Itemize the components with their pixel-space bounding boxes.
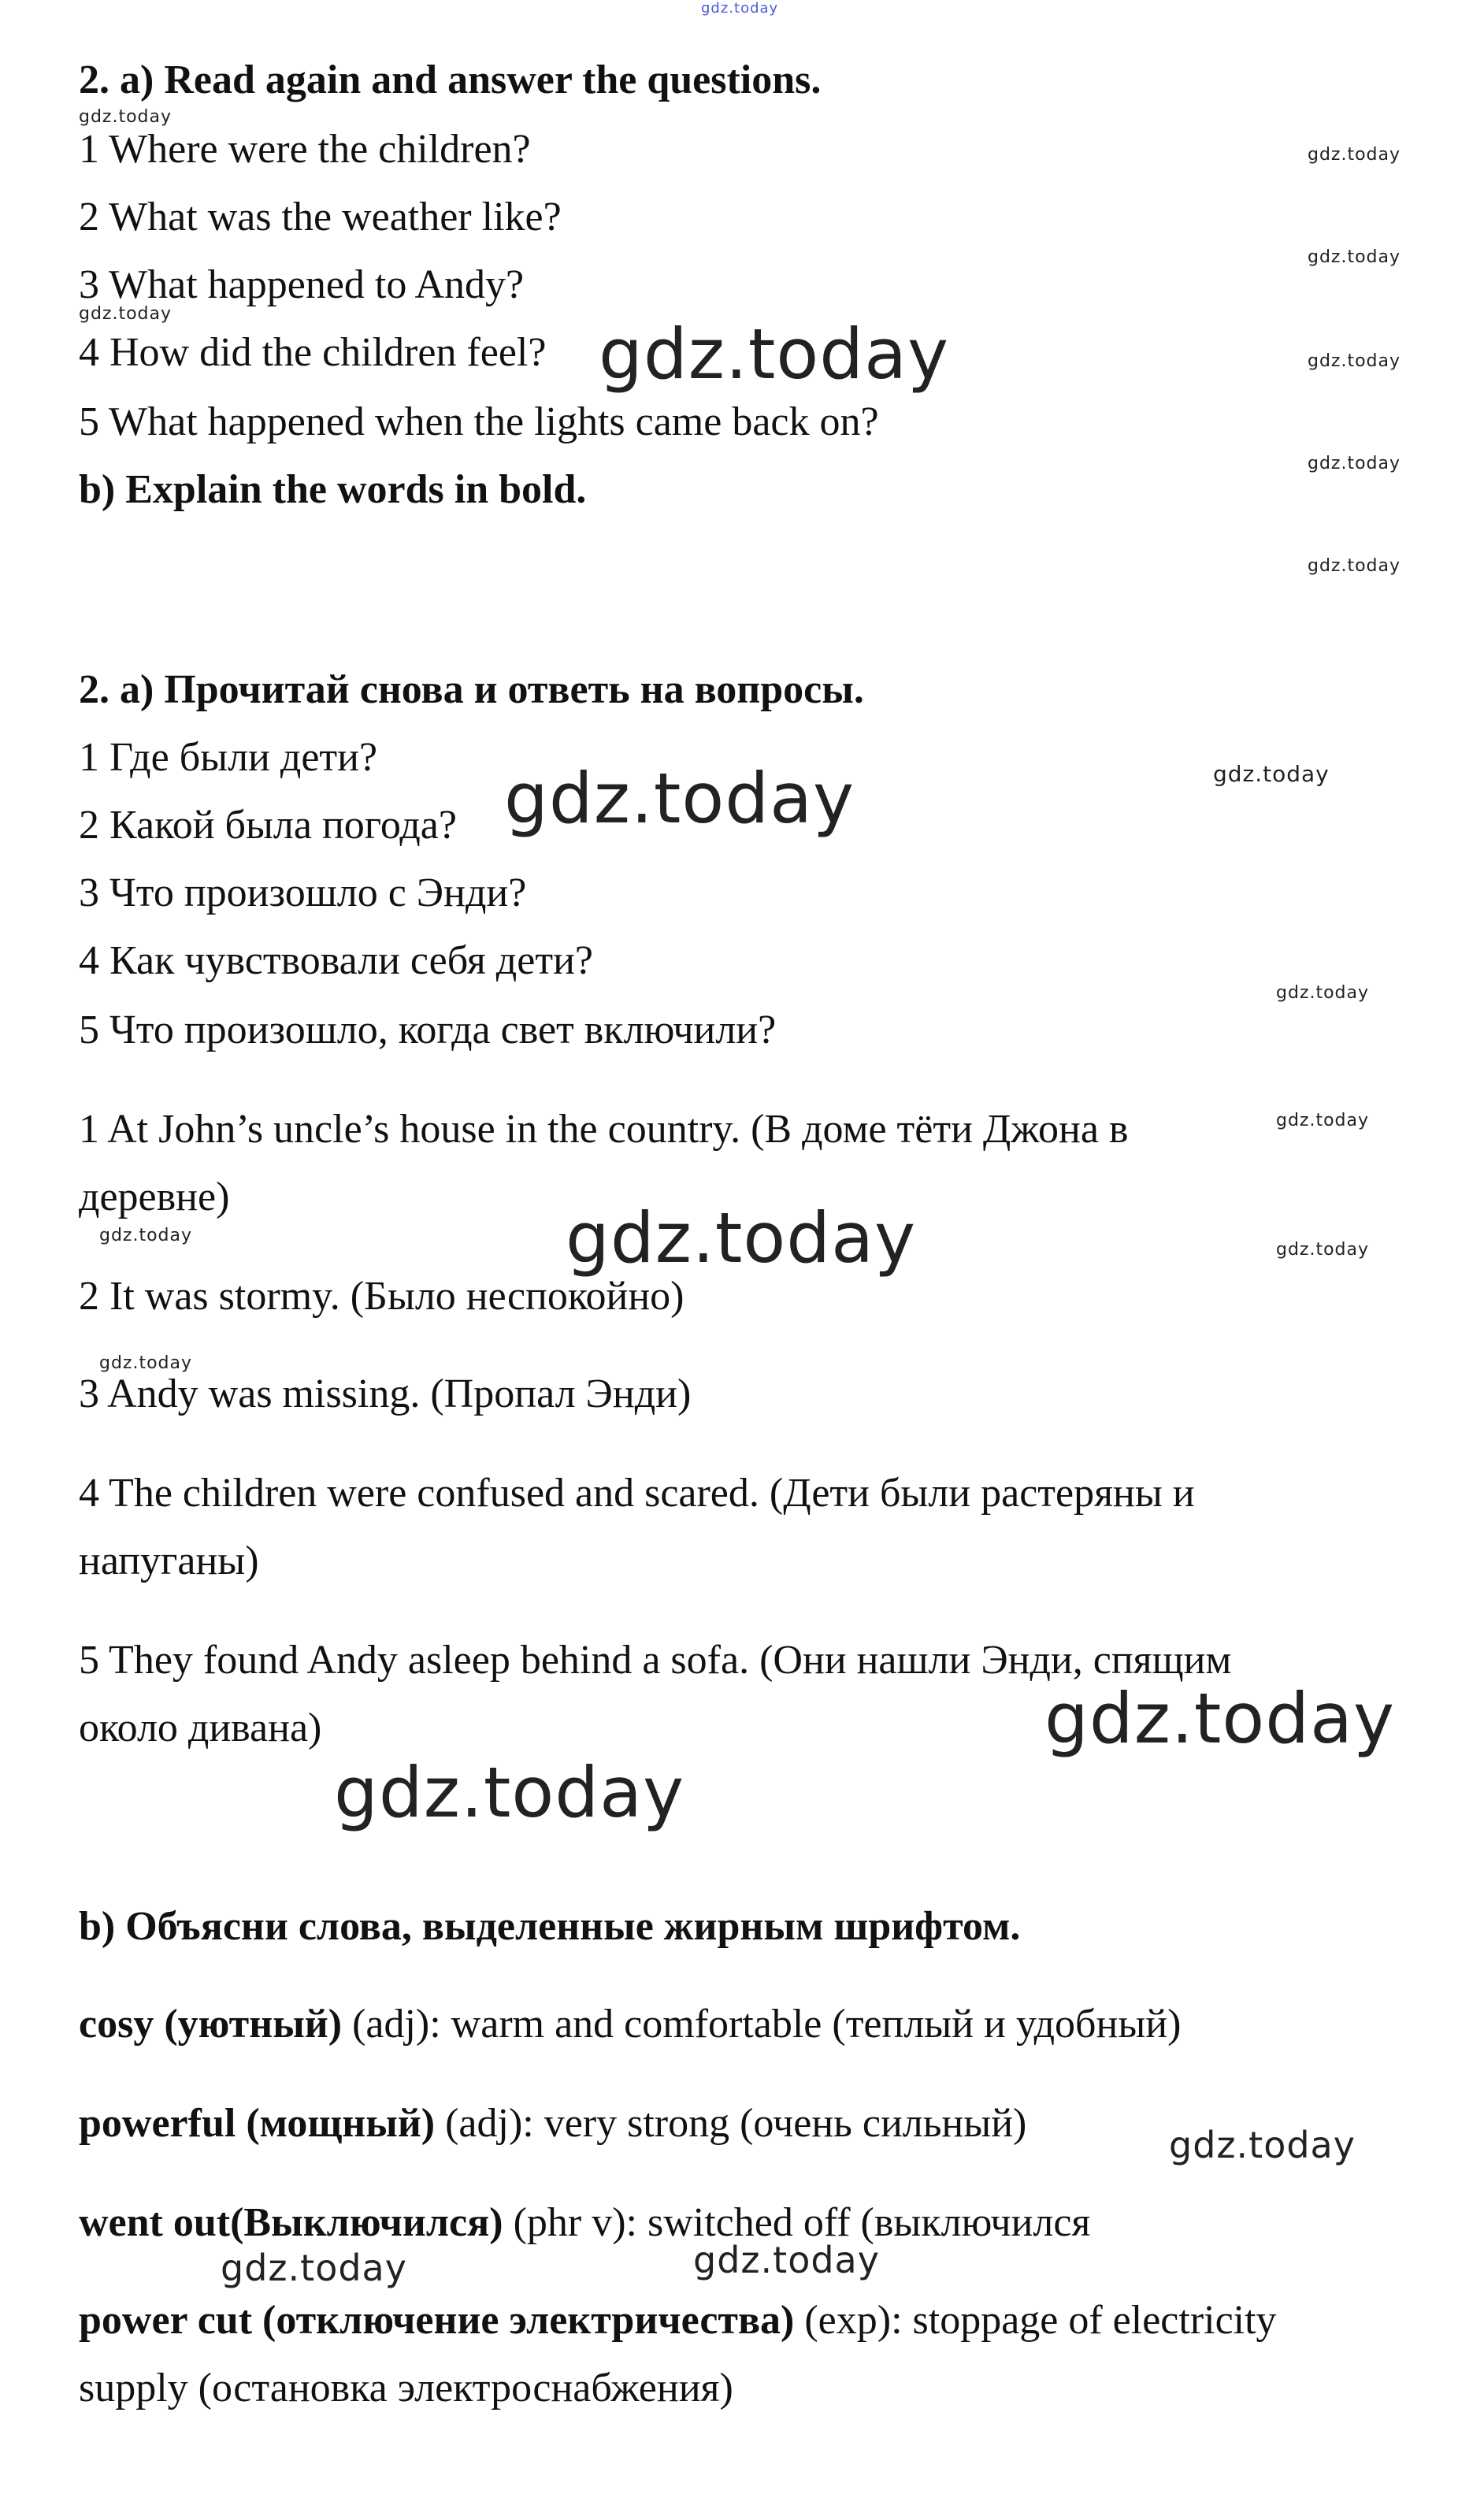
watermark: gdz.today	[99, 1353, 193, 1373]
vocabulary-heading: b) Объясни слова, выделенные жирным шрифтом.	[79, 1904, 1021, 1949]
watermark: gdz.today	[504, 758, 855, 839]
vocab-definition: (adj): warm and comfortable (теплый и удобный)	[342, 2002, 1182, 2047]
english-heading: 2. a) Read again and answer the questions.	[79, 58, 822, 102]
russian-heading: 2. а) Прочитай снова и ответь на вопросы.	[79, 667, 864, 712]
vocab-term: cosy (уютный)	[79, 2002, 343, 2047]
watermark: gdz.today	[599, 314, 950, 395]
vocab-term: powerful (мощный)	[79, 2101, 436, 2146]
vocab-definition: (adj): very strong (очень сильный)	[435, 2101, 1027, 2146]
vocab-definition: (exp): stoppage of electricity	[794, 2298, 1277, 2343]
english-question-4: 4 How did the children feel?	[79, 330, 547, 375]
vocab-item-cosy	[79, 2001, 1181, 2048]
watermark: gdz.today	[566, 1197, 917, 1279]
answer-2: 2 It was stormy. (Было неспокойно)	[79, 1274, 684, 1319]
english-question-5: 5 What happened when the lights came back on?	[79, 399, 879, 444]
watermark: gdz.today	[79, 304, 173, 324]
watermark: gdz.today	[1276, 1111, 1370, 1130]
english-subheading: b) Explain the words in bold.	[79, 467, 587, 512]
answer-4-line-1: 4 The children were confused and scared. (Дети были растеряны и	[79, 1471, 1195, 1516]
answer-4-line-2: напуганы)	[79, 1538, 259, 1583]
vocab-item-power-cut-line-2: supply (остановка электроснабжения)	[79, 2366, 733, 2410]
watermark-top: gdz.today	[701, 0, 779, 17]
watermark: gdz.today	[693, 2239, 880, 2281]
watermark: gdz.today	[1213, 761, 1330, 787]
answer-5-line-1: 5 They found Andy asleep behind a sofa. (Они нашли Энди, спящим	[79, 1638, 1232, 1683]
vocab-item-went-out	[79, 2199, 1090, 2247]
watermark: gdz.today	[334, 1752, 685, 1833]
watermark: gdz.today	[1308, 556, 1401, 576]
russian-question-4: 4 Как чувствовали себя дети?	[79, 938, 593, 983]
watermark: gdz.today	[1308, 454, 1401, 473]
watermark: gdz.today	[1169, 2124, 1356, 2166]
watermark: gdz.today	[1308, 145, 1401, 165]
watermark: gdz.today	[1276, 1240, 1370, 1260]
russian-question-1: 1 Где были дети?	[79, 735, 378, 780]
answer-1-line-2: деревне)	[79, 1175, 230, 1219]
russian-question-5: 5 Что произошло, когда свет включили?	[79, 1008, 777, 1052]
english-question-1: 1 Where were the children?	[79, 127, 531, 172]
answer-3: 3 Andy was missing. (Пропал Энди)	[79, 1371, 692, 1416]
vocab-item-powerful	[79, 2100, 1026, 2147]
russian-question-3: 3 Что произошло с Энди?	[79, 870, 527, 915]
watermark: gdz.today	[221, 2247, 407, 2289]
watermark: gdz.today	[79, 107, 173, 127]
russian-question-2: 2 Какой была погода?	[79, 803, 457, 848]
watermark: gdz.today	[1044, 1678, 1396, 1759]
vocab-term: went out(Выключился)	[79, 2200, 503, 2245]
answer-5-line-2: около дивана)	[79, 1705, 322, 1750]
vocab-item-power-cut	[79, 2297, 1277, 2344]
vocab-definition: (phr v): switched off (выключился	[503, 2200, 1091, 2245]
english-question-2: 2 What was the weather like?	[79, 195, 562, 239]
english-question-3: 3 What happened to Andy?	[79, 262, 525, 307]
watermark: gdz.today	[1308, 247, 1401, 267]
answer-1-line-1: 1 At John’s uncle’s house in the country. (В доме тёти Джона в	[79, 1107, 1129, 1152]
watermark: gdz.today	[1308, 351, 1401, 371]
watermark: gdz.today	[1276, 983, 1370, 1003]
watermark: gdz.today	[99, 1226, 193, 1245]
vocab-term: power cut (отключение электричества)	[79, 2298, 795, 2343]
